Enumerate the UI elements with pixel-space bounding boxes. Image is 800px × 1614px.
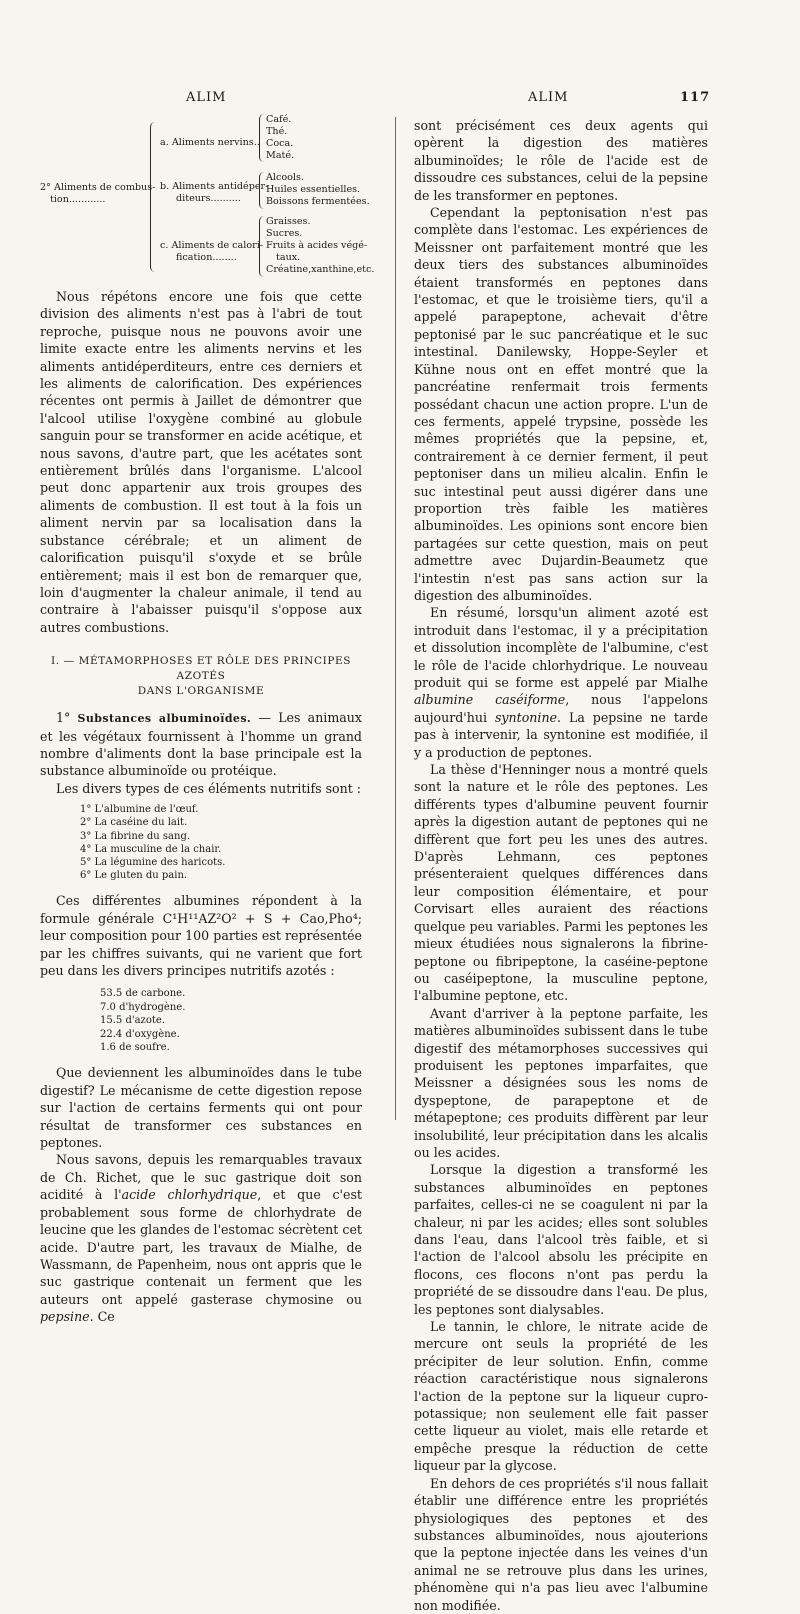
list-item: 7.0 d'hydrogène. (100, 1001, 186, 1013)
italic-term: acide chlorhydrique (121, 1187, 258, 1203)
list-item: 2° La caséine du lait. (80, 817, 188, 829)
italic-term: pepsine (40, 1309, 90, 1325)
section-title (40, 654, 362, 699)
subsection-title: Substances albuminoïdes. (77, 712, 252, 726)
header-left-title: ALIM (186, 90, 227, 105)
group-c-item: Graisses. (266, 216, 311, 227)
list-item: 1.6 de soufre. (100, 1042, 170, 1054)
paragraph (40, 1151, 362, 1325)
paragraph: Lorsque la digestion a transformé les substances albuminoïdes en peptones parfaites, celles-ci ne se coagulent ni par la chaleur, ni par les acides; elles sont solubles dans l'eau, dans l'alcool très faible, et si l'action de l'alcool absolu les précipite en flocons, ces flocons n'ont pas perdu la propriété de se dissoudre dans l'eau. De plus, les peptones sont dialysables. (414, 1162, 708, 1317)
paragraph: Que deviennent les albuminoïdes dans le tube digestif? Le mécanisme de cette digestion repose sur l'action de certains ferments qui ont pour résultat de transformer ces substances en peptones. (40, 1065, 362, 1151)
group-c-brace (259, 216, 265, 277)
header-right-title: ALIM (528, 90, 569, 105)
group-b-brace (259, 172, 265, 209)
group-a-item: Thé. (266, 126, 288, 137)
column-divider (395, 117, 396, 1120)
italic-term: albumine caséiforme (414, 692, 566, 708)
group-b-item: Boissons fermentées. (266, 196, 370, 207)
paragraph-text: En résumé, lorsqu'un aliment azoté est introduit dans l'estomac, il y a précipitation et dissolution incomplète de l'albumine, c'est le rôle de l'acide chlorhydrique. Le nouveau produit qui se forme est appelé par Mialhe (414, 605, 708, 690)
paragraph: En dehors de ces propriétés s'il nous fallait établir une différence entre les propriétés physiologiques des peptones et des substances albuminoïdes, nous ajouterions que la peptone injectée dans les veines d'un animal ne se retrouve plus dans les urines, phénomène qui n'a pas lieu avec l'albumine non modifiée. (414, 1475, 708, 1613)
list-item: 15.5 d'azote. (100, 1015, 165, 1027)
page-number: 117 (680, 90, 711, 105)
group-c-item: Sucres. (266, 228, 303, 239)
group-c-label-line2: fication........ (176, 252, 237, 263)
group-b-item: Huiles essentielles. (266, 184, 361, 195)
list-item: 3° La fibrine du sang. (80, 830, 191, 842)
paragraph (40, 709, 362, 780)
list-item: 5° La légumine des haricots. (80, 856, 226, 868)
section-title-line1: I. — MÉTAMORPHOSES ET RÔLE DES PRINCIPES AZOTÉS (50, 655, 352, 683)
left-column (40, 288, 362, 1326)
group-c-item: Créatine,xanthine,etc. (266, 264, 375, 275)
composition-list (100, 987, 362, 1054)
paragraph-text: . Ce (89, 1309, 115, 1325)
subsection-number: 1° (56, 710, 71, 726)
group-a-brace (259, 114, 265, 162)
paragraph: Avant d'arriver à la peptone parfaite, les matières albuminoïdes subissent dans le tube digestif des métamorphoses successives qui produisent les peptones imparfaites, que Meissner a désignées sous les noms de dyspeptone, de parapeptone et de métapeptone; ces produits diffèrent par leur insolubilité, leur précipitation dans les alcalis ou les acides. (414, 1005, 708, 1160)
paragraph: La thèse d'Henninger nous a montré quels sont la nature et le rôle des peptones. Les différents types d'albumine peuvent fournir après la digestion autant de peptones qui ne diffèrent que fort peu les unes des autres. D'après Lehmann, ces peptones présenteraient quelques différences dans leur composition élémentaire, et pour Corvisart elles auraient des réactions quelque peu variables. Parmi les peptones les mieux étudiées nous signalerons la fibrine-peptone ou fibripeptone, la caséine-peptone ou caséipeptone, la musculine peptone, l'albumine peptone, etc. (414, 762, 708, 1004)
group-a-item: Maté. (266, 150, 295, 161)
italic-term: syntonine (494, 709, 558, 725)
paragraph (414, 604, 708, 761)
main-label-line1: 2° Aliments de combus- (40, 182, 156, 193)
group-a-item: Café. (266, 114, 292, 125)
paragraph: sont précisément ces deux agents qui opèrent la digestion des matières albuminoïdes; le rôle de l'acide est de dissoudre ces substances, celui de la pepsine de les transformer en peptones. (414, 118, 708, 203)
group-c-item: Fruits à acides végé- (266, 240, 368, 251)
list-item: 4° La musculine de la chair. (80, 843, 222, 855)
main-label-line2: tion............ (50, 194, 106, 205)
paragraph: Les divers types de ces éléments nutritifs sont : (56, 780, 362, 796)
group-b-item: Alcools. (266, 172, 304, 183)
paragraph: Cependant la peptonisation n'est pas complète dans l'estomac. Les expériences de Meissner ont parfaitement montré que les deux tiers des substances albuminoïdes étaient transformés en peptones dans l'estomac, et que le troisième tiers, qu'il a appelé parapeptone, achevait d'être peptonisé par le suc pancréatique et le suc intestinal. Danilewsky, Hoppe-Seyler et Kühne nous ont en effet montré que la pancréatine renfermait trois ferments possédant chacun une action propre. L'un de ces ferments, appelé trypsine, possède les mêmes propriétés que la pepsine, et, contrairement à ce dernier ferment, il peut peptoniser dans un milieu alcalin. Enfin le suc intestinal peut aussi digérer dans une proportion très faible les matières albuminoïdes. Les opinions sont encore bien partagées sur cette question, mais on peut admettre avec Dujardin-Beaumetz que l'intestin n'est pas sans action sur la digestion des albuminoïdes. (414, 205, 708, 603)
right-column (414, 117, 708, 1614)
paragraph-text: . La pepsine ne tarde pas à intervenir, la syntonine est modifiée, il y a production de peptones. (414, 709, 709, 760)
albumin-types-list (80, 803, 362, 882)
list-item: 53.5 de carbone. (100, 988, 186, 1000)
group-a-label: a. Aliments nervins.. (160, 137, 260, 148)
paragraph-text: Nous savons, depuis les remarquables travaux de Ch. Richet, que le suc gastrique doit son acidité à l' (40, 1152, 362, 1203)
list-item: 22.4 d'oxygène. (100, 1028, 180, 1040)
group-a-item: Coca. (266, 138, 294, 149)
list-item: 6° Le gluten du pain. (80, 870, 188, 882)
paragraph-text: , et que c'est probablement sous forme de chlorhydrate de leucine que les glandes de l'estomac sécrètent cet acide. D'autre part, les travaux de Mialhe, de Wassmann, de Papenheim, nous ont appris que le suc gastrique contenait un ferment que les auteurs ont appelé gasterase chymosine ou (40, 1187, 362, 1307)
main-brace (150, 122, 156, 272)
paragraph: Ces différentes albumines répondent à la formule générale C¹H¹¹AZ²O² + S + Cao,Pho⁴; leur composition pour 100 parties est représentée par les chiffres suivants, qui ne varient que fort peu dans les divers principes nutritifs azotés : (40, 893, 362, 978)
paragraph: Nous répétons encore une fois que cette division des aliments n'est pas à l'abri de tout reproche, puisque nous ne pouvons avoir une limite exacte entre les aliments nervins et les aliments antidéperditeurs, entre ces derniers et les aliments de calorification. Des expériences récentes ont permis à Jaillet de démontrer que l'alcool utilise l'oxygène combiné au globule sanguin pour se transformer en acide acétique, et nous savons, d'autre part, que les acétates sont entièrement brûlés dans l'organisme. L'alcool peut donc appartenir aux trois groupes des aliments de combustion. Il est tout à la fois un aliment nervin par sa localisation dans la substance cérébrale; et un aliment de calorification puisqu'il s'oxyde et se brûle entièrement; mais il est bon de remarquer que, loin d'augmenter la chaleur animale, il tend au contraire à l'abaisser puisqu'il s'oppose aux autres combustions. (40, 289, 362, 635)
group-c-item: taux. (276, 252, 301, 263)
list-item: 1° L'albumine de l'œuf. (80, 804, 199, 816)
paragraph-text: — Les animaux et les végétaux fournissent à l'homme un grand nombre d'aliments dont la base principale est la substance albuminoïde ou protéique. (40, 710, 362, 779)
section-title-line2: DANS L'ORGANISME (137, 685, 265, 698)
group-c-label-line1: c. Aliments de calori- (160, 240, 264, 251)
group-b-label-line1: b. Aliments antidéper- (160, 181, 269, 192)
group-b-label-line2: diteurs.......... (176, 193, 241, 204)
paragraph-text: , nous l'appelons aujourd'hui (414, 692, 708, 725)
paragraph: Le tannin, le chlore, le nitrate acide de mercure ont seuls la propriété de les précipiter de leur solution. Enfin, comme réaction caractéristique nous signalerons l'action de la peptone sur la liqueur cupro-potassique; non seulement elle fait passer cette liqueur au violet, mais elle retarde et empêche presque la réduction de cette liqueur par la glycose. (414, 1319, 708, 1474)
